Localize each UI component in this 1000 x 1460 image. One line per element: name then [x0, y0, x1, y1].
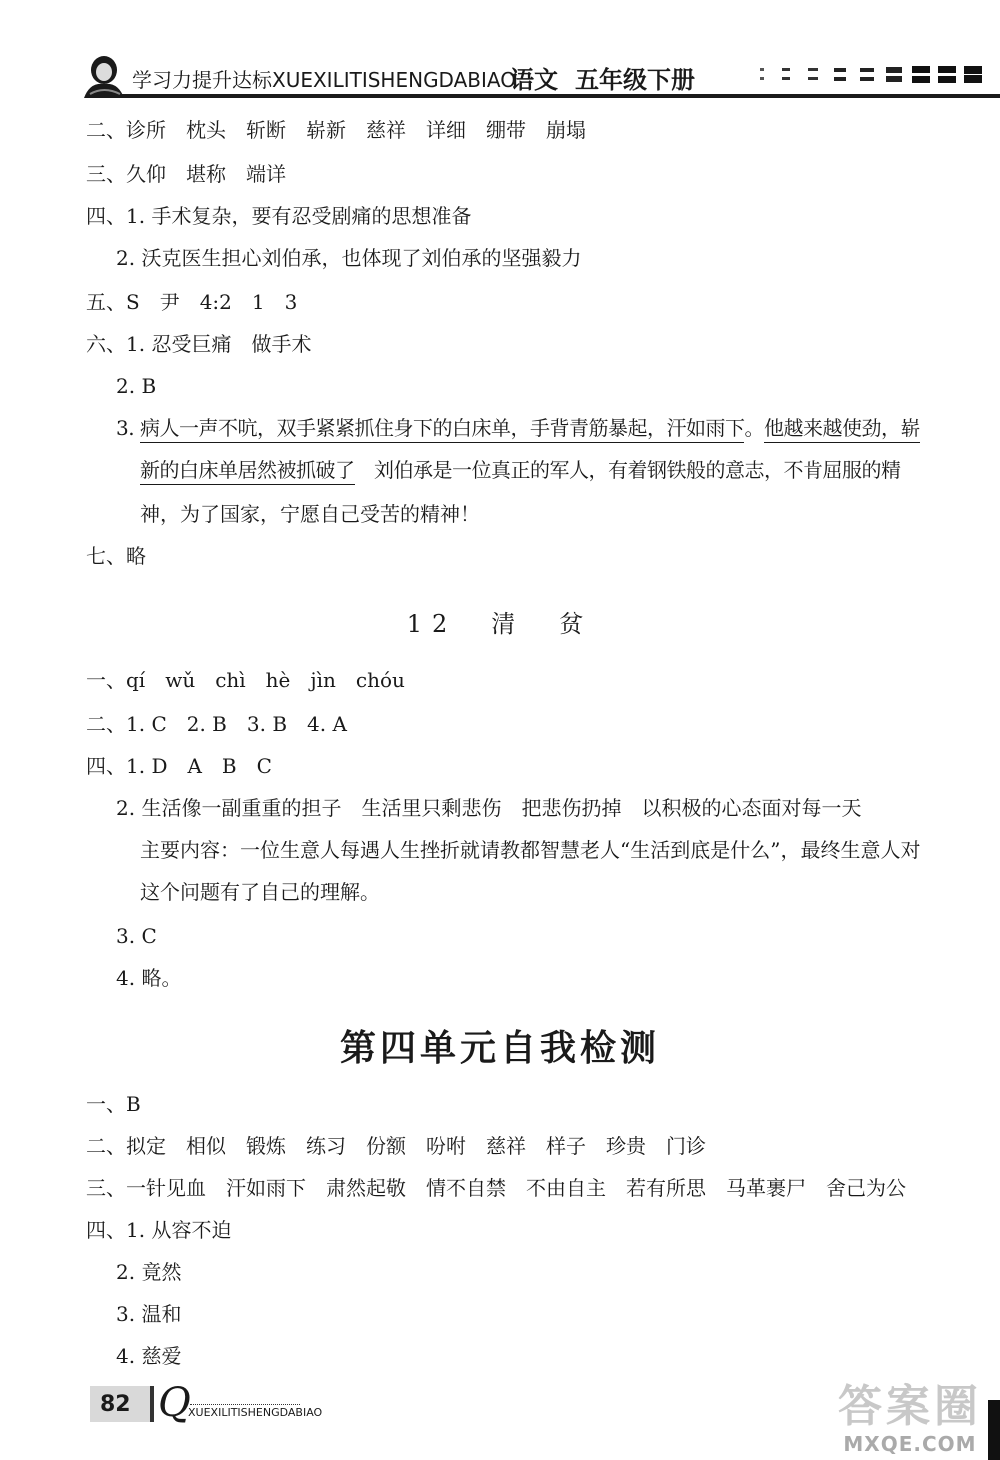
l11-q6-3-underline-2: 他越来越使劲，崭 — [764, 416, 920, 443]
l12-q4-4: 4. 略。 — [116, 966, 182, 990]
u4-q1: 一、B — [86, 1092, 141, 1116]
l11-q3: 三、久仰 堪称 端详 — [86, 162, 286, 186]
unit4-title: 第四单元自我检测 — [339, 1027, 660, 1069]
l12-q2: 二、1. C 2. B 3. B 4. A — [86, 712, 347, 736]
u4-q4-4: 4. 慈爱 — [116, 1344, 182, 1368]
l12-summary-1: 主要内容：一位生意人每遇人生挫折就请教都智慧老人“生活到底是什么”，最终生意人对 — [140, 838, 921, 862]
u4-q4-1: 四、1. 从容不迫 — [86, 1218, 232, 1242]
lesson12-title: 12 清 贫 — [406, 610, 594, 638]
l12-q4-2: 2. 生活像一副重重的担子 生活里只剩悲伤 把悲伤扔掉 以积极的心态面对每一天 — [116, 796, 862, 820]
watermark-url: MXQE.COM — [843, 1432, 977, 1456]
u4-q3: 三、一针见血 汗如雨下 肃然起敬 情不自禁 不由自主 若有所思 马革裹尸 舍己为公 — [86, 1176, 906, 1200]
l11-q4-2: 2. 沃克医生担心刘伯承，也体现了刘伯承的坚强毅力 — [116, 246, 582, 270]
page-footer — [90, 1380, 330, 1430]
page-header — [70, 52, 1000, 98]
u4-q2: 二、拟定 相似 锻炼 练习 份额 吩咐 慈祥 样子 珍贵 门诊 — [86, 1134, 706, 1158]
l11-q6-3-line1 — [116, 416, 920, 440]
header-decoration-icon — [760, 66, 1000, 86]
watermark-logo-text: 答案圈 — [838, 1381, 982, 1432]
page-number: 82 — [100, 1392, 131, 1417]
page-edge-bar — [988, 1400, 1000, 1460]
footer-rule — [190, 1404, 300, 1405]
l11-q6-3-num: 3. — [116, 416, 140, 440]
l11-q6-3-line3: 神，为了国家，宁愿自己受苦的精神！ — [140, 502, 480, 526]
l11-q6-3-text-2: 刘伯承是一位真正的军人，有着钢铁般的意志，不肯屈服的精 — [354, 458, 901, 482]
u4-q4-3: 3. 温和 — [116, 1302, 182, 1326]
header-rule — [122, 94, 1000, 98]
l11-q6-2: 2. B — [116, 374, 157, 398]
l11-q6-3-underline-3: 新的白床单居然被抓破了 — [140, 458, 355, 485]
l11-q4-1: 四、1. 手术复杂，要有忍受剧痛的思想准备 — [86, 204, 472, 228]
l12-q4-1: 四、1. D A B C — [86, 754, 272, 778]
subject-label: 语文 — [510, 66, 558, 94]
grade-label: 五年级下册 — [575, 66, 695, 94]
l11-q6-3-line2 — [140, 458, 901, 482]
l11-q5: 五、S 尹 4:2 1 3 — [86, 290, 298, 314]
footer-series-text: XUEXILITISHENGDABIAO — [188, 1406, 323, 1419]
site-watermark — [820, 1370, 1000, 1460]
l12-q1: 一、qí wǔ chì hè jìn chóu — [86, 668, 405, 692]
series-title: 学习力提升达标XUEXILITISHENGDABIAO — [132, 68, 516, 92]
student-portrait-icon — [80, 54, 126, 98]
l11-q6-1: 六、1. 忍受巨痛 做手术 — [86, 332, 312, 356]
l11-q2: 二、诊所 枕头 斩断 崭新 慈祥 详细 绷带 崩塌 — [86, 118, 586, 142]
l12-q4-3: 3. C — [116, 924, 157, 948]
l12-summary-2: 这个问题有了自己的理解。 — [140, 880, 380, 904]
footer-q-mark: Q — [158, 1380, 191, 1426]
l11-q7: 七、略 — [86, 544, 146, 568]
l11-q6-3-underline-1: 病人一声不吭，双手紧紧抓住身下的白床单，手背青筋暴起，汗如雨下 — [140, 416, 745, 443]
l11-q6-3-period: 。 — [744, 416, 764, 440]
u4-q4-2: 2. 竟然 — [116, 1260, 182, 1284]
